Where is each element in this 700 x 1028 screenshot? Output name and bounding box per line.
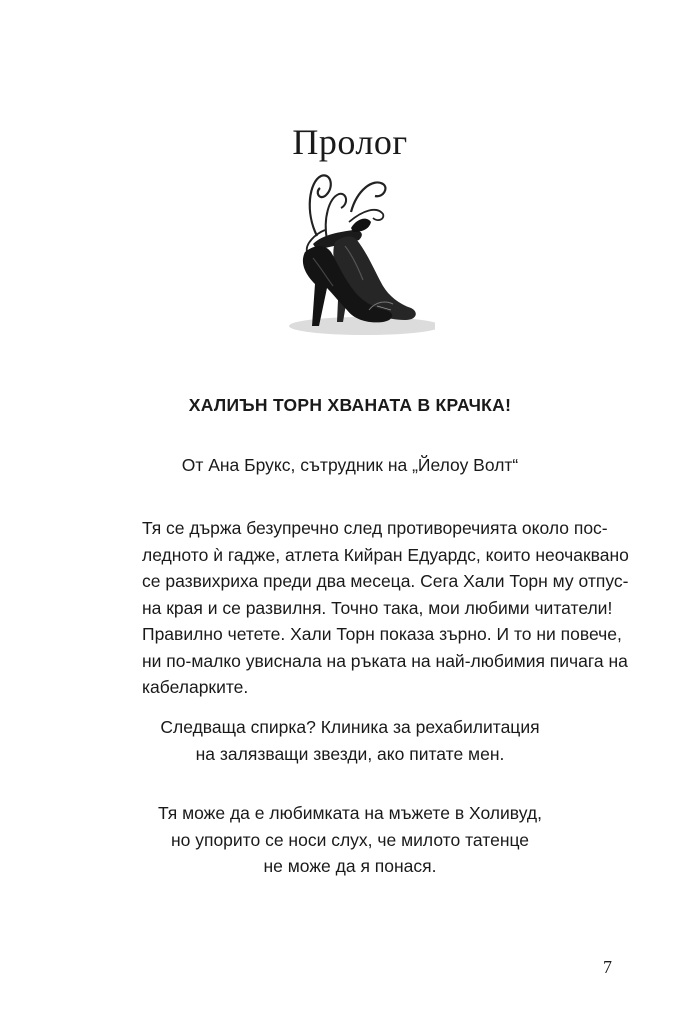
text-line: на залязващи звезди, ако питате мен. [195, 743, 505, 764]
text-line: кабеларките. [142, 677, 249, 697]
text-line: Тя се държа безупречно след противоречията около пос- [142, 518, 608, 538]
page-number: 7 [603, 957, 612, 977]
article-paragraph-2 [0, 714, 700, 767]
text-line: на края и се развилня. Точно така, мои любими читатели! [142, 597, 613, 618]
article-paragraph-3 [0, 800, 700, 880]
text-line: Следваща спирка? Клиника за рехабилитация [160, 717, 540, 737]
article-headline: ХАЛИЪН ТОРН ХВАНАТА В КРАЧКА! [188, 395, 512, 415]
article-byline: От Ана Брукс, сътрудник на „Йелоу Волт“ [181, 455, 519, 475]
high-heel-shoes-icon [265, 160, 435, 340]
text-line: Правилно четете. Хали Торн показа зърно. И то ни повече, [142, 624, 622, 644]
text-line: не може да я понася. [263, 856, 437, 876]
text-line: Тя може да е любимката на мъжете в Холивуд, [158, 803, 542, 823]
text-line: се развихриха преди два месеца. Сега Хали Торн му отпус- [142, 571, 629, 591]
chapter-title: Пролог [292, 122, 408, 162]
text-line: ни по-малко увиснала на ръката на най-любимия пичага на [142, 650, 628, 671]
article-paragraph-1 [142, 515, 629, 701]
text-line: ледното ѝ гадже, атлета Кийран Едуардс, които неочаквано [142, 544, 629, 565]
text-line: но упорито се носи слух, че милото татенце [170, 829, 530, 850]
